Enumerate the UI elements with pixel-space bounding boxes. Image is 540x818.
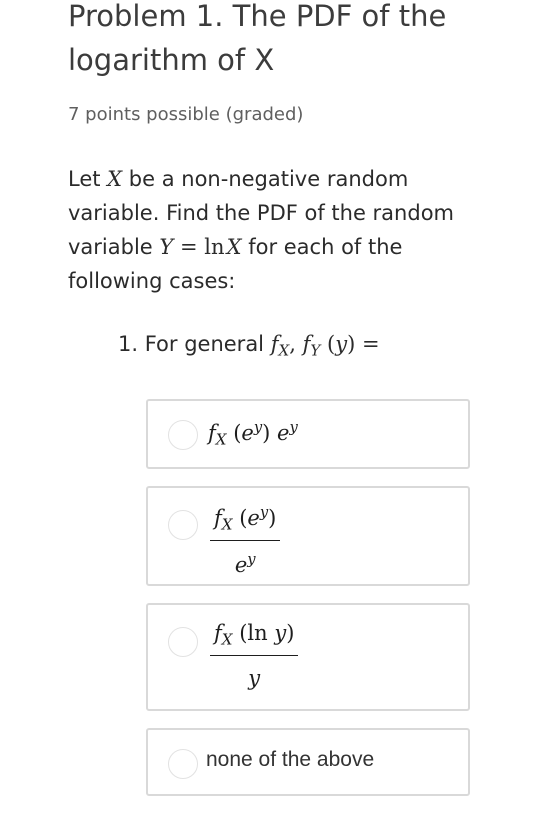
statement-text: Let	[68, 167, 108, 191]
math-e: e	[241, 421, 254, 446]
option-2-fraction	[210, 504, 280, 577]
math-e: e	[270, 421, 290, 446]
math-paren: (	[232, 621, 248, 645]
math-paren-equals: ) =	[347, 332, 380, 356]
option-3-fraction	[210, 621, 298, 690]
points-possible: 7 points possible (graded)	[68, 104, 304, 125]
math-paren: )	[268, 506, 277, 531]
math-paren: )	[286, 621, 295, 645]
math-var-x: X	[226, 235, 242, 259]
math-ln: ln	[204, 235, 225, 259]
answer-option-2[interactable]	[146, 486, 470, 586]
math-f: f	[270, 332, 279, 356]
math-exp-y: y	[289, 419, 298, 436]
question-1-prompt	[118, 332, 380, 360]
fraction-denominator	[210, 541, 280, 577]
radio-button[interactable]	[168, 510, 198, 540]
fraction-numerator	[210, 504, 280, 541]
option-1-formula	[208, 419, 298, 449]
statement-text: be a non-negative random variable. Find the PDF of the random variable	[68, 167, 454, 259]
math-sub-y: Y	[310, 341, 321, 360]
math-ln: ln	[247, 621, 268, 645]
radio-button[interactable]	[168, 627, 198, 657]
radio-button[interactable]	[168, 420, 198, 450]
radio-button[interactable]	[168, 749, 198, 779]
math-equals: =	[173, 235, 205, 259]
problem-statement	[68, 162, 468, 298]
math-var-y: y	[248, 665, 261, 690]
question-prefix: 1. For general	[118, 332, 271, 356]
math-paren: )	[262, 421, 271, 446]
math-f: f	[214, 621, 222, 645]
math-f: f	[208, 421, 216, 446]
math-sub-x: X	[221, 515, 233, 534]
math-exp-y: y	[259, 504, 269, 521]
answer-option-1[interactable]	[146, 399, 470, 469]
math-sub-x: X	[221, 630, 233, 649]
math-sub-x: X	[215, 430, 227, 449]
math-paren: (	[320, 332, 336, 356]
problem-title: Problem 1. The PDF of the logarithm of X	[68, 0, 447, 77]
math-var-y: Y	[159, 235, 174, 259]
math-var-y: y	[267, 621, 287, 645]
math-exp-y: y	[247, 550, 256, 568]
math-var-y: y	[335, 332, 348, 356]
option-4-label: none of the above	[206, 748, 375, 771]
math-var-x: X	[107, 167, 123, 191]
statement-text: for each of the following cases:	[68, 235, 403, 293]
math-paren: (	[226, 421, 242, 446]
math-e: e	[234, 552, 248, 577]
answer-option-3[interactable]	[146, 603, 470, 711]
math-f: f	[302, 332, 311, 356]
math-e: e	[247, 506, 260, 531]
fraction-denominator	[210, 656, 298, 690]
fraction-numerator	[210, 621, 298, 656]
math-f: f	[214, 506, 222, 531]
math-sub-x: X	[278, 341, 290, 360]
math-comma: ,	[289, 332, 303, 356]
answer-option-4[interactable]	[146, 728, 470, 796]
math-exp-y: y	[253, 419, 263, 436]
math-paren: (	[232, 506, 248, 531]
